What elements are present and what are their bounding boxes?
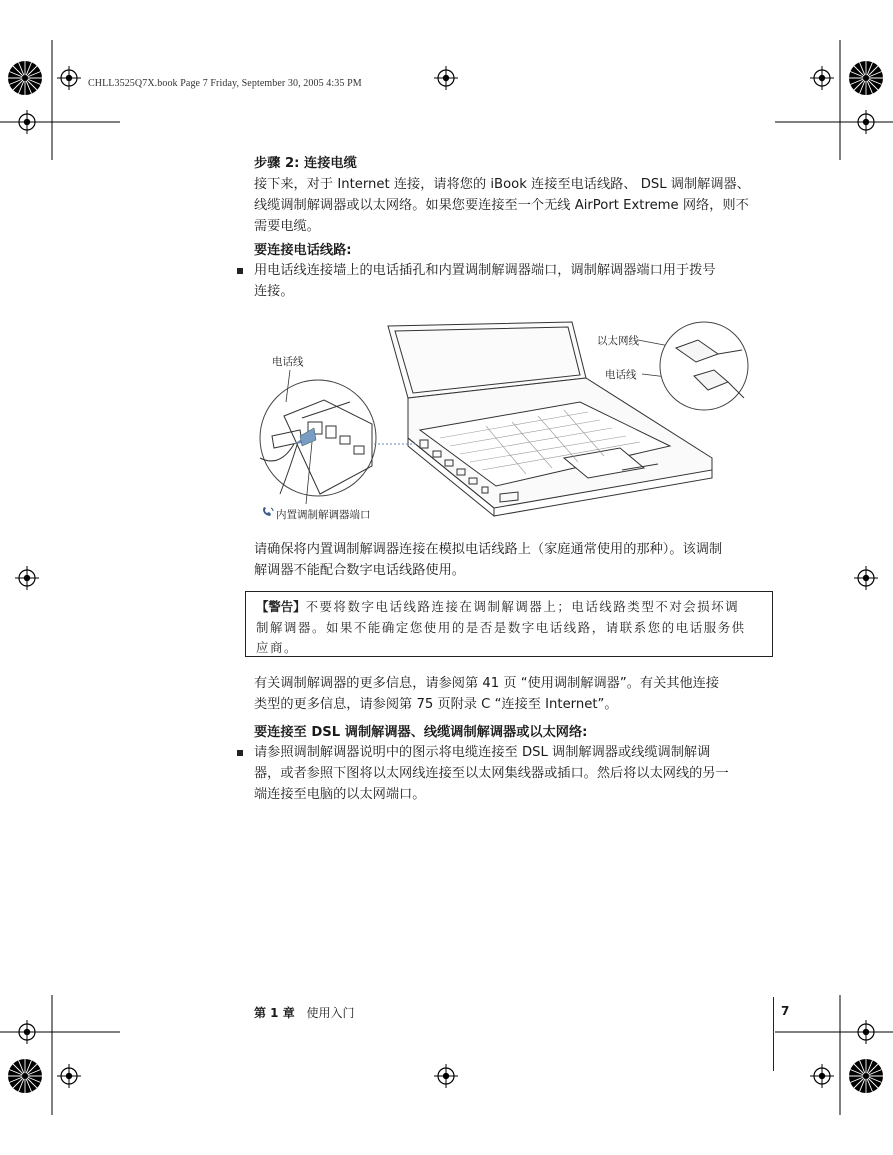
warning-line: 制解调器。如果不能确定您使用的是否是数字电话线路，请联系您的电话服务供 (256, 619, 746, 635)
footer-divider (773, 997, 774, 1071)
phone-section-heading: 要连接电话线路: (254, 243, 352, 258)
dsl-section-bullet (254, 742, 729, 805)
note-line: 解调器不能配合数字电话线路使用。 (254, 563, 465, 578)
more-info-line: 有关调制解调器的更多信息，请参阅第 41 页 “使用调制解调器”。有关其他连接 (254, 676, 720, 691)
step-intro-line: 接下来，对于 Internet 连接，请将您的 iBook 连接至电话线路、 DSL 调制解调器、 (254, 177, 750, 192)
illustration-label-modem-port: 内置调制解调器端口 (276, 509, 371, 521)
step-intro-line: 需要电缆。 (254, 219, 320, 234)
phone-handset-icon (261, 506, 275, 518)
bullet-icon (237, 268, 243, 274)
print-header: CHLL3525Q7X.book Page 7 Friday, September 30, 2005 4:35 PM (88, 78, 362, 89)
warning-text: 不要将数字电话线路连接在调制解调器上；电话线路类型不对会损坏调 (305, 599, 740, 614)
phone-section-bullet (254, 260, 716, 302)
bullet-line: 连接。 (254, 284, 294, 299)
step-heading: 步骤 2: 连接电缆 (254, 156, 357, 171)
warning-tag: 【警告】 (256, 599, 306, 614)
bullet-line: 端连接至电脑的以太网端口。 (254, 787, 426, 802)
bullet-line: 用电话线连接墙上的电话插孔和内置调制解调器端口，调制解调器端口用于拨号 (254, 263, 716, 278)
dsl-section-heading: 要连接至 DSL 调制解调器、线缆调制解调器或以太网络: (254, 725, 588, 740)
footer-page-number: 7 (781, 1004, 790, 1018)
bullet-line: 请参照调制解调器说明中的图示将电缆连接至 DSL 调制解调器或线缆调制解调 (254, 745, 711, 760)
warning-box (245, 591, 773, 657)
more-info-paragraph (254, 673, 719, 715)
illustration-label-ethernet-cable: 以太网线 (597, 335, 639, 347)
bullet-icon (237, 750, 243, 756)
step-intro-line: 线缆调制解调器或以太网络。如果您要连接至一个无线 AirPort Extreme 网络，则不 (254, 198, 749, 213)
analog-line-note (254, 539, 722, 581)
laptop-modem-illustration (250, 318, 750, 526)
illustration-label-phone-cord-left: 电话线 (272, 356, 304, 368)
illustration-label-phone-cord-right: 电话线 (605, 369, 637, 381)
warning-line (256, 597, 764, 618)
bullet-line: 器，或者参照下图将以太网线连接至以太网集线器或插口。然后将以太网线的另一 (254, 766, 729, 781)
footer-chapter (254, 1004, 355, 1021)
more-info-line: 类型的更多信息，请参阅第 75 页附录 C “连接至 Internet”。 (254, 697, 618, 712)
step-intro (254, 174, 750, 237)
note-line: 请确保将内置调制解调器连接在模拟电话线路上（家庭通常使用的那种）。该调制 (254, 542, 723, 557)
footer-chapter-title: 使用入门 (306, 1006, 355, 1020)
footer-chapter-label: 第 1 章 (254, 1006, 295, 1020)
warning-line: 应商。 (256, 640, 298, 655)
